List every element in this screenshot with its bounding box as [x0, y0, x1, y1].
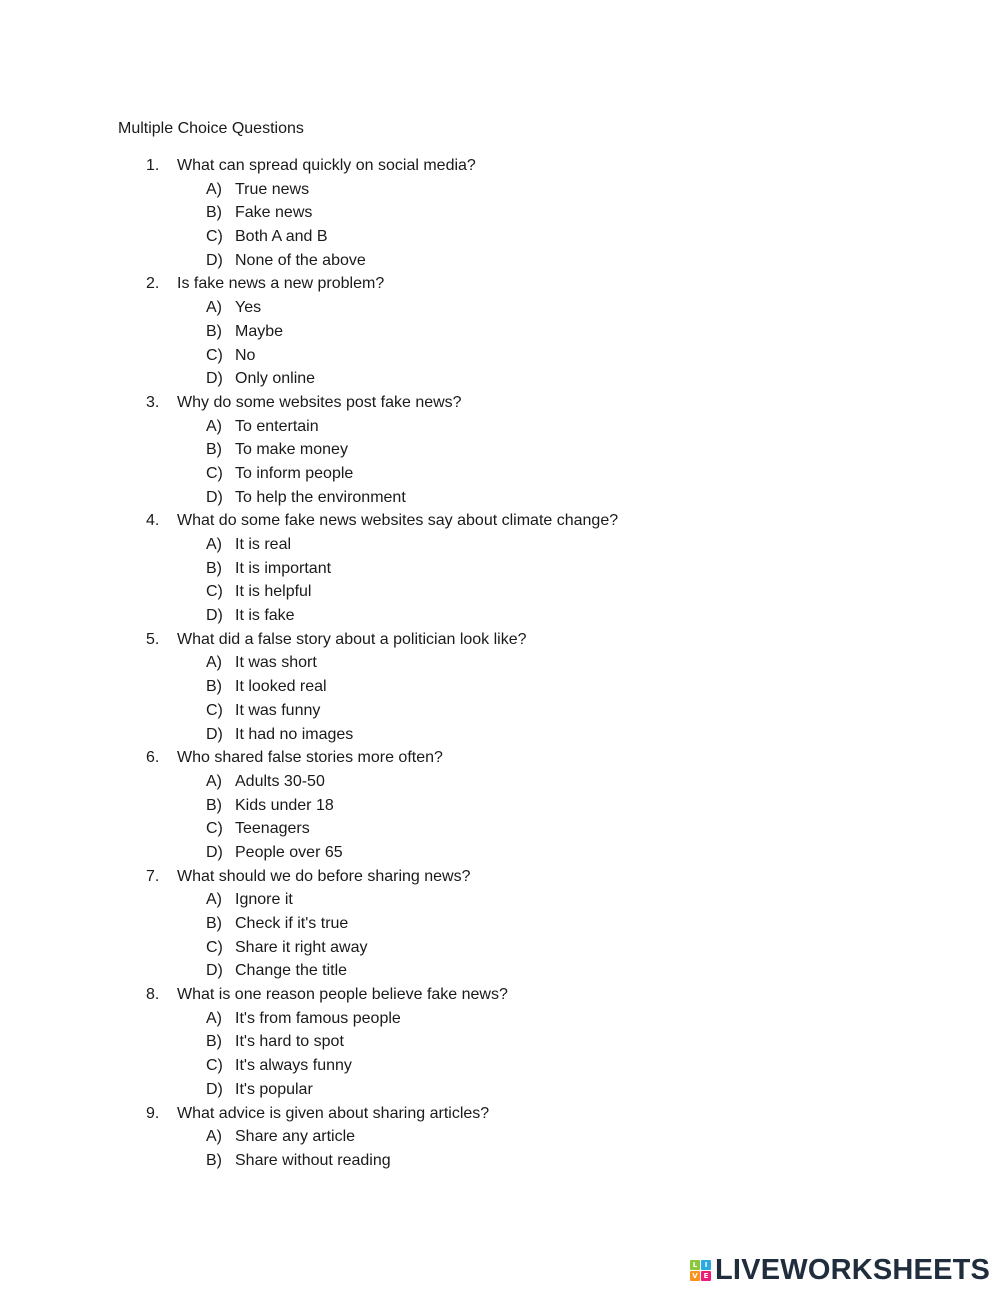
answer-option[interactable] [0, 841, 1000, 865]
answer-option[interactable] [0, 1125, 1000, 1149]
question-list [0, 154, 1000, 1173]
option-text: No [235, 346, 256, 364]
question-row [0, 1102, 1000, 1126]
question-4 [0, 509, 1000, 627]
question-row [0, 154, 1000, 178]
question-row [0, 628, 1000, 652]
answer-option[interactable] [0, 533, 1000, 557]
option-letter: C) [206, 228, 223, 246]
option-letter: A) [206, 180, 222, 198]
question-3 [0, 391, 1000, 509]
option-text: People over 65 [235, 843, 343, 861]
question-text: What is one reason people believe fake news? [177, 986, 508, 1004]
option-letter: A) [206, 772, 222, 790]
question-text: What advice is given about sharing articles? [177, 1104, 490, 1122]
question-row [0, 509, 1000, 533]
option-text: Share without reading [235, 1151, 391, 1169]
option-letter: A) [206, 299, 222, 317]
option-letter: B) [206, 204, 222, 222]
option-letter: D) [206, 488, 223, 506]
answer-option[interactable] [0, 320, 1000, 344]
option-letter: B) [206, 322, 222, 340]
option-letter: D) [206, 725, 223, 743]
question-row [0, 272, 1000, 296]
question-2 [0, 272, 1000, 390]
logo-tile: E [701, 1271, 711, 1281]
answer-option[interactable] [0, 344, 1000, 368]
option-text: Kids under 18 [235, 796, 334, 814]
question-row [0, 746, 1000, 770]
answer-option[interactable] [0, 936, 1000, 960]
option-letter: D) [206, 1080, 223, 1098]
answer-option[interactable] [0, 1030, 1000, 1054]
option-letter: A) [206, 417, 222, 435]
question-number: 5. [146, 630, 160, 648]
option-letter: C) [206, 583, 223, 601]
question-row [0, 391, 1000, 415]
option-text: Fake news [235, 204, 313, 222]
question-number: 4. [146, 512, 160, 530]
question-8 [0, 983, 1000, 1101]
option-text: True news [235, 180, 310, 198]
option-letter: D) [206, 607, 223, 625]
question-text: Who shared false stories more often? [177, 749, 443, 767]
question-row [0, 865, 1000, 889]
option-letter: A) [206, 1009, 222, 1027]
question-6 [0, 746, 1000, 864]
answer-option[interactable] [0, 1149, 1000, 1173]
answer-option[interactable] [0, 651, 1000, 675]
option-text: Teenagers [235, 820, 310, 838]
option-text: Share it right away [235, 938, 368, 956]
option-letter: A) [206, 891, 222, 909]
option-text: It is helpful [235, 583, 312, 601]
option-text: It is real [235, 536, 292, 553]
question-text: What did a false story about a politician look like? [177, 630, 527, 648]
option-text: It's from famous people [235, 1009, 401, 1027]
answer-option[interactable] [0, 462, 1000, 486]
option-letter: D) [206, 251, 223, 269]
option-letter: B) [206, 559, 222, 577]
option-letter: C) [206, 346, 223, 364]
option-text: None of the above [235, 251, 366, 269]
question-number: 2. [146, 275, 160, 293]
answer-option[interactable] [0, 415, 1000, 439]
brand-name: LIVEWORKSHEETS [715, 1254, 991, 1286]
option-letter: A) [206, 1128, 222, 1146]
question-number: 9. [146, 1104, 160, 1122]
logo-tile: V [690, 1271, 700, 1281]
question-text: What should we do before sharing news? [177, 867, 471, 885]
option-text: It was short [235, 654, 317, 672]
option-letter: D) [206, 962, 223, 980]
option-letter: B) [206, 1151, 222, 1169]
option-letter: B) [206, 441, 222, 459]
question-number: 8. [146, 986, 160, 1004]
option-text: It's popular [235, 1080, 313, 1098]
answer-option[interactable] [0, 249, 1000, 273]
answer-option[interactable] [0, 178, 1000, 202]
question-row [0, 983, 1000, 1007]
option-letter: C) [206, 938, 223, 956]
answer-option[interactable] [0, 580, 1000, 604]
answer-option[interactable] [0, 367, 1000, 391]
question-1 [0, 154, 1000, 272]
answer-option[interactable] [0, 723, 1000, 747]
option-letter: A) [206, 654, 222, 672]
option-text: To make money [235, 441, 348, 459]
answer-option[interactable] [0, 699, 1000, 723]
option-text: Only online [235, 370, 316, 388]
question-5 [0, 628, 1000, 746]
option-text: Share any article [235, 1128, 356, 1146]
option-text: It's always funny [235, 1057, 352, 1075]
answer-option[interactable] [0, 201, 1000, 225]
liveworksheets-logo-icon [690, 1260, 711, 1281]
option-letter: C) [206, 701, 223, 719]
option-text: It was funny [235, 701, 321, 719]
option-letter: B) [206, 915, 222, 932]
question-text: Is fake news a new problem? [177, 275, 385, 293]
option-letter: C) [206, 1057, 223, 1075]
question-number: 3. [146, 393, 160, 411]
option-text: Adults 30-50 [235, 772, 325, 790]
answer-option[interactable] [0, 296, 1000, 320]
answer-option[interactable] [0, 225, 1000, 249]
option-text: It looked real [235, 678, 327, 696]
question-number: 7. [146, 867, 160, 885]
question-text: What do some fake news websites say about climate change? [177, 512, 619, 530]
option-text: To inform people [235, 464, 354, 482]
option-text: To help the environment [235, 488, 406, 506]
option-text: Change the title [235, 962, 348, 980]
question-text: Why do some websites post fake news? [177, 393, 462, 411]
option-letter: C) [206, 464, 223, 482]
answer-option[interactable] [0, 770, 1000, 794]
logo-tile: L [690, 1260, 700, 1270]
option-letter: D) [206, 843, 223, 861]
answer-option[interactable] [0, 1007, 1000, 1031]
option-text: It had no images [235, 725, 354, 743]
logo-tile: I [701, 1260, 711, 1270]
answer-option[interactable] [0, 604, 1000, 628]
option-letter: B) [206, 1033, 222, 1051]
answer-option[interactable] [0, 675, 1000, 699]
option-text: To entertain [235, 417, 319, 435]
option-letter: A) [206, 536, 222, 553]
question-number: 6. [146, 749, 160, 767]
question-7 [0, 865, 1000, 983]
option-text: Both A and B [235, 228, 328, 246]
question-9 [0, 1102, 1000, 1173]
option-text: It's hard to spot [235, 1033, 344, 1051]
question-text: What can spread quickly on social media? [177, 157, 476, 174]
answer-option[interactable] [0, 912, 1000, 936]
answer-option[interactable] [0, 888, 1000, 912]
option-text: Check if it's true [235, 915, 349, 932]
answer-option[interactable] [0, 959, 1000, 983]
answer-option[interactable] [0, 1054, 1000, 1078]
option-text: It is important [235, 559, 332, 577]
answer-option[interactable] [0, 1078, 1000, 1102]
option-letter: D) [206, 370, 223, 388]
answer-option[interactable] [0, 438, 1000, 462]
option-letter: B) [206, 796, 222, 814]
option-text: Yes [235, 299, 262, 317]
answer-option[interactable] [0, 817, 1000, 841]
answer-option[interactable] [0, 794, 1000, 818]
option-text: Maybe [235, 322, 284, 340]
option-letter: B) [206, 678, 222, 696]
answer-option[interactable] [0, 557, 1000, 581]
option-text: Ignore it [235, 891, 293, 909]
option-letter: C) [206, 820, 223, 838]
answer-option[interactable] [0, 486, 1000, 510]
option-text: It is fake [235, 607, 295, 625]
question-number: 1. [146, 157, 160, 174]
page-title: Multiple Choice Questions [118, 120, 304, 137]
liveworksheets-brand [690, 1255, 990, 1285]
